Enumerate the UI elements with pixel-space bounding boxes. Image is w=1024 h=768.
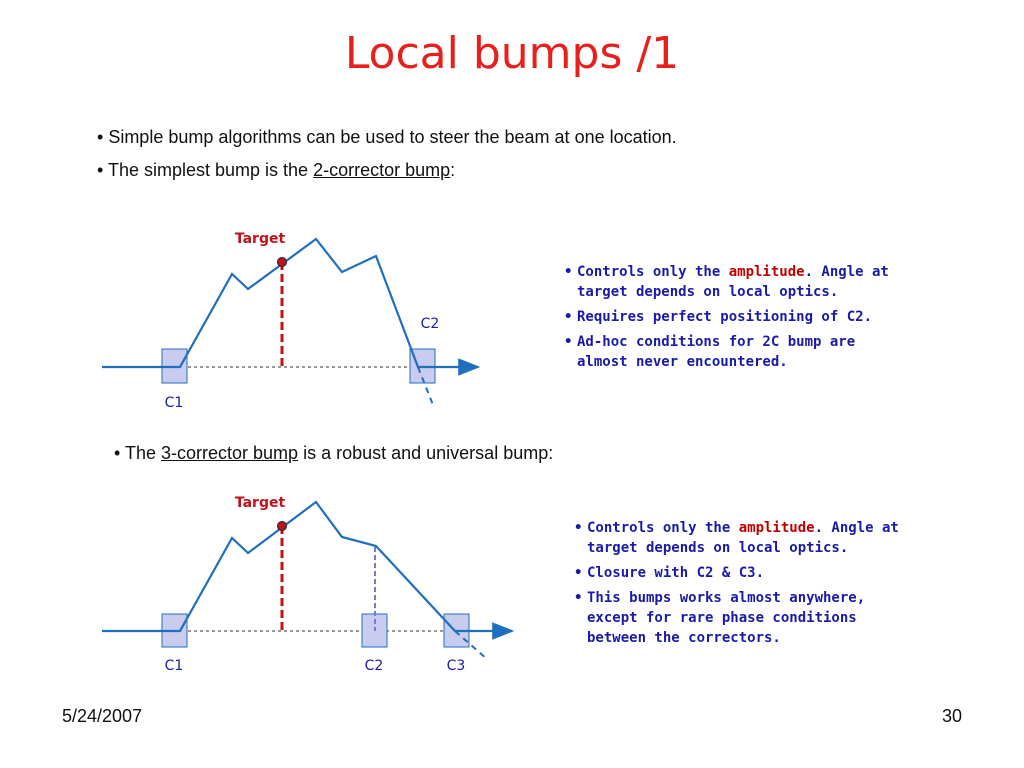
target-point bbox=[278, 522, 287, 531]
three-corrector-bump-term: 3-corrector bump bbox=[161, 443, 299, 463]
note-item bbox=[564, 332, 904, 372]
bullet-dot: • bbox=[97, 127, 109, 147]
section2-text-post: is a robust and universal bump: bbox=[298, 443, 554, 463]
note-item bbox=[574, 518, 904, 558]
bullet-dot: • bbox=[574, 520, 583, 536]
c1-label: C1 bbox=[164, 395, 184, 411]
beam-trajectory bbox=[102, 502, 512, 631]
note-text-part: Controls only the bbox=[587, 520, 739, 536]
footer-page-number: 30 bbox=[941, 706, 962, 726]
intro-bullet-1-text: Simple bump algorithms can be used to steer the beam at one location. bbox=[108, 127, 677, 147]
amplitude-term: amplitude bbox=[728, 264, 805, 280]
note-text bbox=[577, 262, 904, 302]
amplitude-term: amplitude bbox=[738, 520, 815, 536]
bullet-dot: • bbox=[97, 160, 108, 180]
bullet-dot: • bbox=[574, 565, 583, 581]
note-text: Requires perfect positioning of C2. bbox=[577, 309, 873, 325]
note-item bbox=[564, 307, 904, 327]
two-corrector-notes bbox=[564, 262, 904, 377]
target-label: Target bbox=[234, 231, 286, 247]
bullet-dot: • bbox=[564, 264, 573, 280]
bullet-dot: • bbox=[574, 590, 583, 606]
note-text-part: . Angle at target depends on local optics. bbox=[587, 520, 899, 556]
note-item bbox=[574, 563, 904, 583]
two-corrector-diagram bbox=[102, 231, 478, 411]
note-text bbox=[587, 518, 904, 558]
footer-date: 5/24/2007 bbox=[62, 706, 143, 726]
note-item bbox=[564, 262, 904, 302]
slide-title: Local bumps /1 bbox=[344, 28, 680, 79]
c2-label: C2 bbox=[420, 316, 440, 332]
section2-text-pre: The bbox=[124, 443, 162, 463]
intro-bullet-2-text: The simplest bump is the bbox=[107, 160, 314, 180]
c3-label: C3 bbox=[446, 658, 466, 674]
note-item bbox=[574, 588, 904, 648]
note-text: Closure with C2 & C3. bbox=[587, 565, 765, 581]
note-text-part: Controls only the bbox=[577, 264, 729, 280]
note-text: Ad-hoc conditions for 2C bump are almost never encountered. bbox=[577, 334, 856, 370]
three-corrector-diagram bbox=[102, 495, 512, 674]
bullet-dot: • bbox=[564, 334, 573, 350]
target-point bbox=[278, 258, 287, 267]
intro-bullet-2-colon: : bbox=[450, 160, 456, 180]
c1-label: C1 bbox=[164, 658, 184, 674]
note-text-part: . Angle at target depends on local optics. bbox=[577, 264, 889, 300]
three-corrector-notes bbox=[574, 518, 904, 653]
bullet-dot: • bbox=[564, 309, 573, 325]
target-label: Target bbox=[234, 495, 286, 511]
note-text: This bumps works almost anywhere, except for rare phase conditions between the correctors. bbox=[587, 590, 866, 646]
section2-bullet bbox=[114, 443, 553, 464]
bullet-dot: • bbox=[114, 443, 125, 463]
c2-label: C2 bbox=[364, 658, 384, 674]
beam-trajectory bbox=[102, 239, 478, 367]
two-corrector-bump-term: 2-corrector bump bbox=[313, 160, 451, 180]
